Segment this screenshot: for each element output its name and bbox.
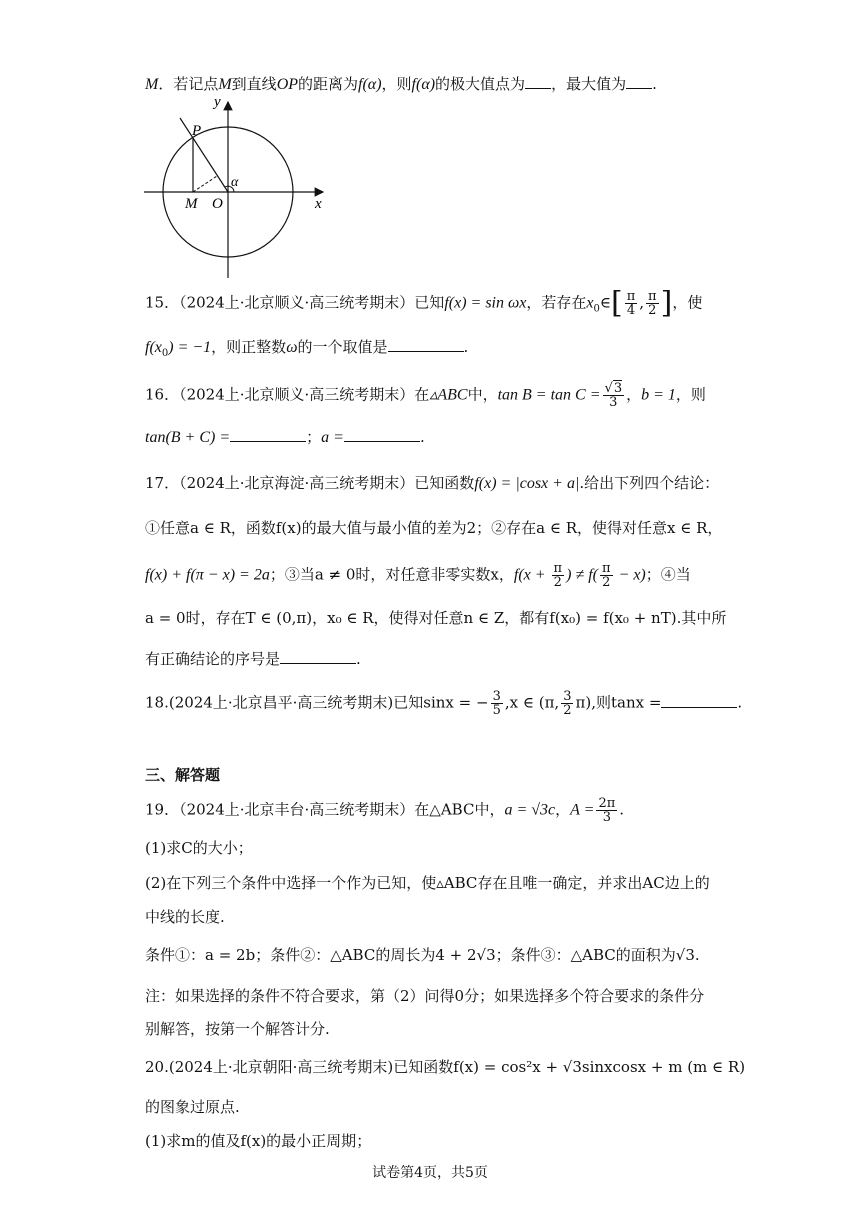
q17-end: . <box>356 650 361 668</box>
q20-part1: (1)求m的值及f(x)的最小正周期； <box>145 1132 372 1150</box>
q19-source: 19．（2024上·北京丰台·高三统考期末）在△ABC中， <box>145 800 505 819</box>
q15-line1: 15．（2024上·北京顺义·高三统考期末）已知f(x) = sin ωx，若存在$x_0\in$[ $\frac{\pi}{4}$ , $\frac{\pi}{2}$ ]，使 <box>145 285 703 321</box>
q18-line <box>145 690 742 717</box>
f-x0: f(x <box>145 339 162 356</box>
frac-sqrt3-3: $\frac{√3}{3}$ <box>604 381 623 410</box>
q15-line2 <box>145 337 468 364</box>
q18-text: ,x ∈ (π, <box>504 693 560 712</box>
q17-source: 17．（2024上·北京海淀·高三统考期末）已知函数 <box>145 474 475 492</box>
frac-num: π <box>553 561 563 576</box>
q19-line1 <box>145 797 624 824</box>
frac-den: 2 <box>553 575 562 590</box>
unit-circle-figure <box>130 90 340 285</box>
omega-var: ω <box>286 339 298 356</box>
frac-num: π <box>601 561 611 576</box>
frac-num: 3 <box>492 689 501 704</box>
right-bracket: ] <box>660 285 673 321</box>
answer-blank <box>280 649 356 664</box>
frac-num: π <box>648 289 657 304</box>
q19-note: 注：如果选择的条件不符合要求，第（2）问得0分；如果选择多个符合要求的条件分 <box>145 987 705 1005</box>
q18-text: π) <box>575 693 592 712</box>
m-label: M <box>185 196 198 212</box>
q15-source: 15．（2024上·北京顺义·高三统考期末）已知 <box>145 293 445 312</box>
distance-dashed-line <box>193 176 217 192</box>
frac-3-2: $\frac{3}{2}$ <box>563 689 572 718</box>
q18-end: . <box>737 693 743 712</box>
answer-blank <box>525 74 551 89</box>
q18-source: 18.(2024上·北京昌平·高三统考期末)已知sinx = − <box>145 693 489 712</box>
q15-text: ，则正整数 <box>211 338 287 356</box>
q17-expr: ) ≠ f( <box>566 566 598 584</box>
frac-pi-2 <box>600 562 613 589</box>
q18-text: ,则tanx = <box>591 693 662 712</box>
q17-text: ；④当 <box>645 565 691 584</box>
q14-text: 的极大值点为 <box>435 75 526 93</box>
in-symbol: ∈ <box>599 293 611 312</box>
q16-text: ； <box>306 428 322 446</box>
answer-blank <box>661 693 737 708</box>
frac-3-5 <box>491 690 503 717</box>
answer-blank <box>344 427 420 442</box>
b-eq: b = 1 <box>641 386 676 404</box>
point-m-text: M <box>145 76 159 93</box>
frac-den: 4 <box>626 303 636 318</box>
f-alpha-text: f(α) <box>358 76 382 93</box>
q16-text: 中， <box>467 385 498 404</box>
frac-den: 3 <box>602 810 611 825</box>
q15-text: 的一个取值是 <box>297 338 388 356</box>
q16-end: . <box>419 428 425 446</box>
p-label: P <box>192 123 202 139</box>
page-footer: 试卷第4页，共5页 <box>372 1165 488 1181</box>
answer-blank <box>388 337 464 352</box>
q14-text: 到直线 <box>231 75 277 93</box>
q19-conditions: 条件①：a = 2b；条件②：△ABC的周长为4 + 2√3；条件③：△ABC的面积为√3. <box>145 946 700 964</box>
q19-part2: (2)在下列三个条件中选择一个作为已知，使▵ABC存在且唯一确定，并求出AC边上的 <box>145 874 710 892</box>
q19-part2-cont: 中线的长度. <box>145 908 225 926</box>
frac-den: 2 <box>648 303 657 318</box>
q17-func: f(x) = |cosx + a| <box>474 475 580 492</box>
frac-den: 3 <box>609 395 618 410</box>
subscript: 0 <box>593 303 600 315</box>
q17-expr: f(x + <box>513 566 550 584</box>
left-bracket: [ <box>611 285 623 321</box>
q14-text: ，最大值为 <box>551 75 627 93</box>
point-m-text: M <box>218 76 232 93</box>
q17-line3 <box>145 562 691 589</box>
a-eq: a = <box>321 429 344 446</box>
tan-b-plus-c: tan(B + C) = <box>145 429 231 446</box>
x0-var: x <box>586 294 594 312</box>
q14-text: 的距离为 <box>298 75 359 93</box>
f-x0-eq: ) = −1 <box>168 339 212 356</box>
frac-den: 2 <box>602 575 611 590</box>
tan-eq: tan B = tan C = <box>497 386 601 404</box>
q14-text: . <box>652 75 657 93</box>
sqrt-content: 3 <box>613 381 623 396</box>
q19-eq: a = √3c <box>504 801 556 819</box>
frac-pi-4 <box>625 290 638 317</box>
q19-note-cont: 别解答，按第一个解答计分. <box>145 1020 330 1038</box>
q19-part1: (1)求C的大小； <box>145 839 253 857</box>
answer-blank <box>626 74 652 89</box>
frac-num: π <box>626 289 636 304</box>
q14-text: ．若记点 <box>158 75 219 93</box>
q19-text: ， <box>555 800 571 819</box>
q17-line2: ①任意a ∈ R，函数f(x)的最大值与最小值的差为2；②存在a ∈ R，使得对任意x ∈ R， <box>145 519 723 537</box>
frac-pi-2 <box>646 290 659 317</box>
q14-text: ，则 <box>381 75 412 93</box>
q16-text: ， <box>626 385 642 404</box>
q17-text: 有正确结论的序号是 <box>145 650 281 668</box>
q15-end: . <box>463 338 469 356</box>
frac-num: 2π <box>598 796 616 811</box>
answer-blank <box>230 427 306 442</box>
f-alpha-text: f(α) <box>411 76 436 93</box>
frac-den: 5 <box>492 703 501 718</box>
y-label: y <box>214 94 221 110</box>
triangle-abc: ▵ABC <box>429 386 468 404</box>
q17-eq: f(x) + f(π − x) = 2a <box>145 566 270 584</box>
q17-expr: − x) <box>614 566 646 584</box>
frac-pi-2 <box>552 562 565 589</box>
frac-2pi-3 <box>596 797 617 824</box>
q16-line2 <box>145 427 425 448</box>
q17-text: ；③当a ≠ 0时，对任意非零实数x， <box>269 565 514 584</box>
section-heading: 三、解答题 <box>145 766 221 784</box>
q15-text: ，若存在 <box>526 293 587 312</box>
alpha-label: α <box>231 175 239 190</box>
q16-line1 <box>145 382 706 409</box>
subscript: 0 <box>161 348 169 359</box>
line-op-text: OP <box>276 76 299 93</box>
frac-num: 3 <box>563 689 572 704</box>
q20-line1: 20.(2024上·北京朝阳·高三统考期末)已知函数f(x) = cos²x + √3sinxcosx + m (m ∈ R) <box>145 1058 746 1076</box>
q17-line5 <box>145 649 361 669</box>
q17-line1 <box>145 473 719 494</box>
q16-text: ，则 <box>675 385 706 404</box>
q17-line4: a = 0时，存在T ∈ (0,π)，x₀ ∈ R，使得对任意n ∈ Z，都有f(x₀) = f(x₀ + nT).其中所 <box>145 609 727 627</box>
q15-text: ，使 <box>672 293 703 312</box>
q19-end: . <box>619 800 625 819</box>
ray-op <box>180 118 228 192</box>
q15-func: f(x) = sin ωx <box>444 294 527 312</box>
q17-text: .给出下列四个结论： <box>579 474 720 492</box>
q16-source: 16．（2024上·北京顺义·高三统考期末）在 <box>145 385 430 404</box>
o-label: O <box>212 196 223 212</box>
q20-line2: 的图象过原点. <box>145 1098 240 1116</box>
x-label: x <box>315 196 322 212</box>
q19-eq: A = <box>570 801 595 819</box>
